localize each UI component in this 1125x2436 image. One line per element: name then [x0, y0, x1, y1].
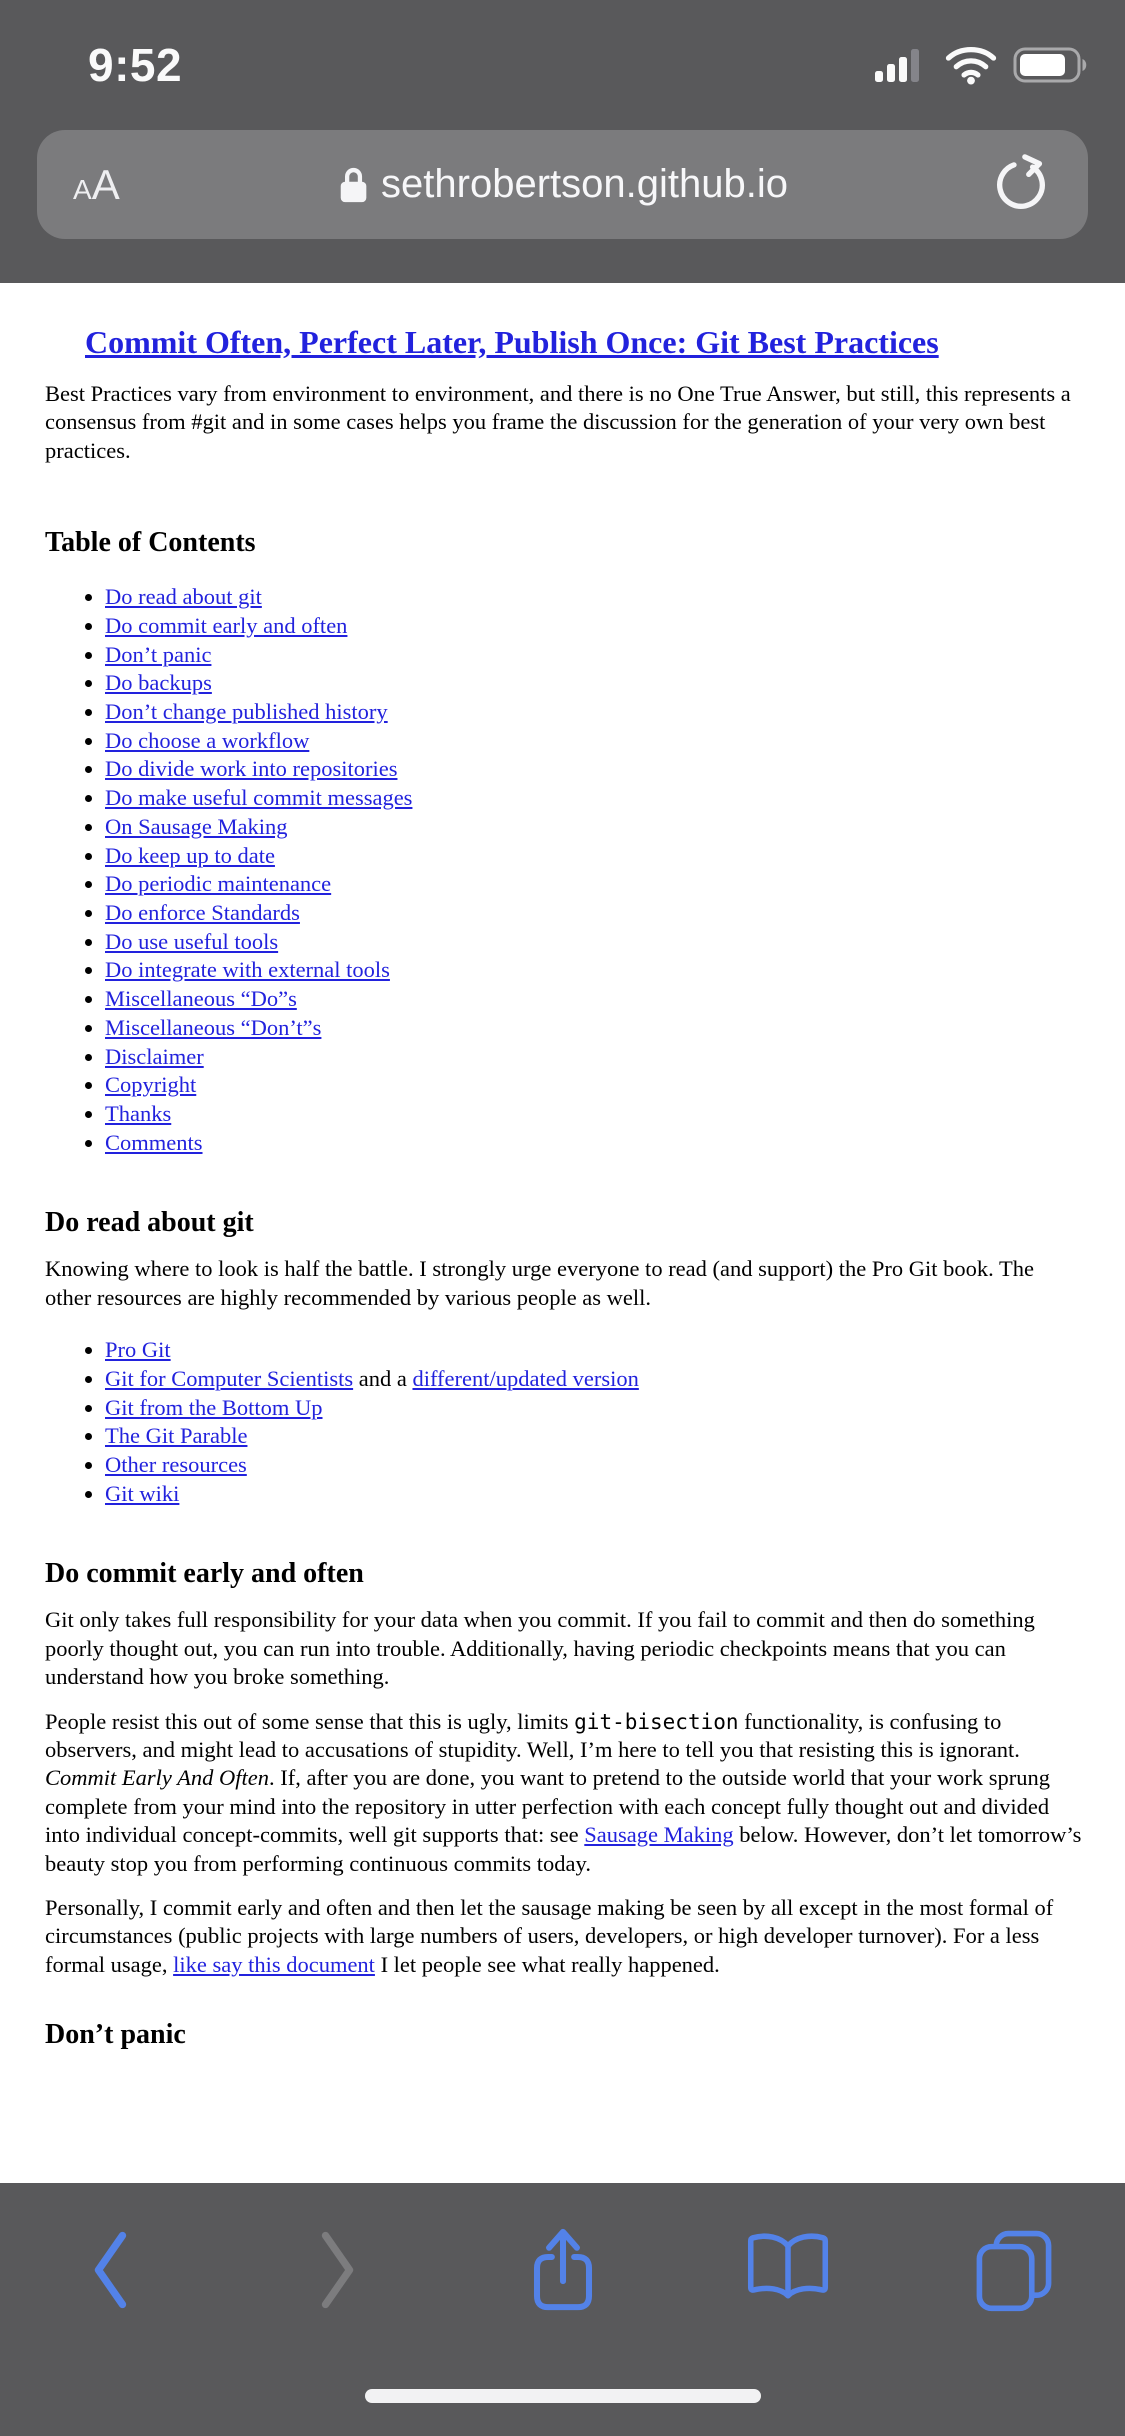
toc-link[interactable]: Do choose a workflow: [105, 727, 310, 753]
list-item: [105, 813, 1085, 842]
toc-link[interactable]: Do divide work into repositories: [105, 756, 398, 782]
toc-link[interactable]: Do keep up to date: [105, 842, 275, 868]
reader-a-small: A: [73, 173, 92, 205]
reader-mode-button[interactable]: [73, 161, 120, 209]
inline-link[interactable]: Git wiki: [105, 1480, 180, 1506]
reader-a-large: A: [91, 160, 120, 208]
inline-link[interactable]: Pro Git: [105, 1337, 171, 1363]
list-item: [105, 1394, 1085, 1423]
list-item: [105, 1014, 1085, 1043]
list-item: [105, 1071, 1085, 1100]
toc-link[interactable]: Disclaimer: [105, 1043, 204, 1069]
list-item: [105, 1422, 1085, 1451]
tabs-button[interactable]: [959, 2223, 1069, 2317]
list-item: [105, 956, 1085, 985]
list-item: [105, 842, 1085, 871]
back-button[interactable]: [56, 2223, 166, 2317]
toc-link[interactable]: Comments: [105, 1129, 203, 1155]
toc-link[interactable]: Do commit early and often: [105, 612, 348, 638]
list-item: [105, 1100, 1085, 1129]
list-item: [105, 928, 1085, 957]
inline-text: Git only takes full responsibility for your data when you commit. If you fail to commit and then do something poorly thought out, you can run into trouble. Additionally, having periodic checkpoints means that you can understand how you broke something.: [45, 1607, 1035, 1690]
list-item: [105, 612, 1085, 641]
toc-link[interactable]: Do backups: [105, 670, 212, 696]
web-page-content: [0, 283, 1125, 2183]
list-item: [105, 755, 1085, 784]
status-icons: [875, 45, 1091, 85]
inline-text: and a: [353, 1365, 413, 1391]
address-bar[interactable]: [37, 130, 1088, 239]
page-title: [85, 323, 1045, 362]
section-heading-commit: Do commit early and often: [45, 1558, 364, 1590]
section-read-paragraph: [45, 1255, 1085, 1312]
inline-text: below. However, don’t let tomorrow’s beauty stop you from performing continuous commits today.: [45, 1822, 1082, 1876]
home-indicator[interactable]: [365, 2389, 761, 2403]
url-text: sethrobertson.github.io: [381, 162, 788, 206]
list-item: [105, 1129, 1085, 1158]
toc-link[interactable]: Copyright: [105, 1072, 197, 1098]
toc-link[interactable]: Miscellaneous “Do”s: [105, 986, 297, 1012]
safari-top-chrome: [0, 0, 1125, 283]
toc-link[interactable]: Do enforce Standards: [105, 899, 300, 925]
inline-text: functionality, is confusing to observers, and might lead to accusations of stupidity. Well, I’m here to tell you that resisting this is ignorant.: [45, 1708, 1020, 1762]
list-item: [105, 985, 1085, 1014]
inline-link[interactable]: Git from the Bottom Up: [105, 1394, 323, 1420]
toc-link[interactable]: Don’t change published history: [105, 699, 388, 725]
lock-icon: [337, 164, 369, 206]
bookmarks-button[interactable]: [733, 2223, 843, 2317]
inline-text: People resist this out of some sense that this is ugly, limits: [45, 1708, 575, 1734]
inline-link[interactable]: Sausage Making: [584, 1822, 734, 1848]
forward-button[interactable]: [282, 2223, 392, 2317]
inline-code: git-bisection: [574, 1709, 739, 1734]
safari-bottom-toolbar: [0, 2183, 1125, 2436]
inline-link[interactable]: Git for Computer Scientists: [105, 1365, 354, 1391]
battery-icon: [1013, 46, 1091, 84]
inline-text: Knowing where to look is half the battle. I strongly urge everyone to read (and support) the Pro Git book. The other resources are highly recommended by various people as well.: [45, 1256, 1034, 1310]
inline-emphasis: Commit Early And Often: [45, 1765, 269, 1791]
section-heading-read: Do read about git: [45, 1207, 254, 1239]
wifi-icon: [945, 45, 997, 85]
inline-link[interactable]: different/updated version: [412, 1365, 639, 1391]
intro-paragraph: Best Practices vary from environment to environment, and there is no One True Answer, but still, this represents a consensus from #git and in some cases helps you frame the discussion for the generation of your very own best practices.: [45, 381, 1071, 463]
resources-list: [45, 1336, 1085, 1508]
inline-text: I let people see what really happened.: [374, 1951, 720, 1977]
list-item: [105, 727, 1085, 756]
toc-heading: Table of Contents: [45, 527, 256, 559]
section-heading-panic: Don’t panic: [45, 2019, 186, 2051]
toc-link[interactable]: On Sausage Making: [105, 813, 288, 839]
inline-link[interactable]: The Git Parable: [105, 1423, 248, 1449]
list-item: [105, 1451, 1085, 1480]
status-bar: [0, 0, 1125, 116]
list-item: [105, 669, 1085, 698]
list-item: [105, 641, 1085, 670]
toc-link[interactable]: Do read about git: [105, 584, 262, 610]
commit-paragraph-3: [45, 1894, 1085, 1979]
toc-link[interactable]: Do make useful commit messages: [105, 785, 413, 811]
list-item: [105, 870, 1085, 899]
page-title-link[interactable]: Commit Often, Perfect Later, Publish Once: Git Best Practices: [85, 324, 939, 360]
reload-button[interactable]: [990, 154, 1052, 216]
list-item: [105, 1043, 1085, 1072]
list-item: [105, 583, 1085, 612]
share-button[interactable]: [508, 2223, 618, 2317]
list-item: [105, 1365, 1085, 1394]
list-item: [105, 899, 1085, 928]
toc-link[interactable]: Do use useful tools: [105, 928, 279, 954]
cellular-signal-icon: [875, 47, 929, 83]
toc-link[interactable]: Don’t panic: [105, 641, 212, 667]
toc-link[interactable]: Do integrate with external tools: [105, 957, 390, 983]
status-time: 9:52: [88, 39, 183, 91]
list-item: [105, 1336, 1085, 1365]
toc-link[interactable]: Miscellaneous “Don’t”s: [105, 1014, 322, 1040]
inline-text: Personally, I commit early and often and then let the sausage making be seen by all except in the most formal of circumstances (public projects with large numbers of users, developers, or high developer turnover). For a less formal usage,: [45, 1895, 1054, 1977]
list-item: [105, 1480, 1085, 1509]
list-item: [105, 698, 1085, 727]
inline-link[interactable]: Other resources: [105, 1451, 247, 1477]
commit-paragraph-1: [45, 1606, 1085, 1691]
inline-link[interactable]: like say this document: [173, 1951, 375, 1977]
toc-link[interactable]: Thanks: [105, 1100, 172, 1126]
toc-link[interactable]: Do periodic maintenance: [105, 871, 332, 897]
commit-paragraph-2: [45, 1708, 1085, 1878]
inline-text: . If, after you are done, you want to pretend to the outside world that your work sprung complete from your mind into the repository in utter perfection with each concept fully thought out and divided into individual concept-commits, well git supports that: see: [45, 1765, 1051, 1848]
toc-list: [45, 583, 1085, 1157]
list-item: [105, 784, 1085, 813]
